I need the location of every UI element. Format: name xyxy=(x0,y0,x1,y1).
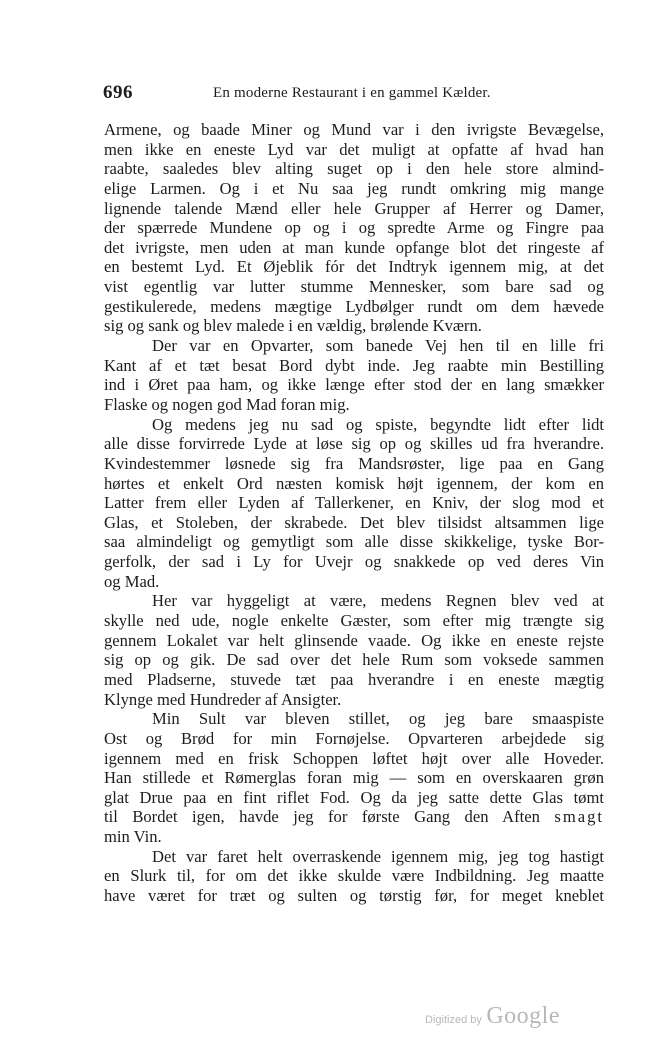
text-line: gestikulerede, medens mægtige Lydbølger rundt om dem hævede xyxy=(104,296,604,316)
text-line: raabte, saaledes blev alting suget op i den hele store almind- xyxy=(104,159,604,179)
text-line: og Mad. xyxy=(104,571,160,591)
text-line: Flaske og nogen god Mad foran mig. xyxy=(104,394,350,414)
text-line: Klynge med Hundreder af Ansigter. xyxy=(104,689,342,709)
page-number: 696 xyxy=(103,82,133,103)
paragraph-start-line: Der var en Opvarter, som banede Vej hen til en lille fri xyxy=(152,336,604,356)
text-line: Ost og Brød for min Fornøjelse. Opvarteren arbejdede sig xyxy=(104,728,604,748)
text-line: gennem Lokalet var helt glinsende vaade. Og ikke en eneste rejste xyxy=(104,630,604,650)
google-logo: Google xyxy=(486,1003,560,1029)
text-line: ind i Øret paa ham, og ikke længe efter stod der en lang smækker xyxy=(104,375,604,395)
running-title: En moderne Restaurant i en gammel Kælder. xyxy=(213,85,491,101)
text-line: sig op og gik. De sad over det hele Rum som voksede sammen xyxy=(104,650,604,670)
spaced-word: smagt xyxy=(554,807,604,827)
text-line: have været for træt og sulten og tørstig før, for meget kneblet xyxy=(104,885,604,905)
text-line: hørtes et enkelt Ord næsten komisk højt igennem, der kom en xyxy=(104,473,604,493)
text-line-segment: til Bordet igen, havde jeg for første Gang den Aften xyxy=(104,807,540,827)
paragraph-start-line: Det var faret helt overraskende igennem mig, jeg tog hastigt xyxy=(152,846,604,866)
text-line: med Pladserne, stuvede tæt paa hverandre i en eneste mægtig xyxy=(104,669,604,689)
text-line: igennem med en frisk Schoppen løftet højt over alle Hoveder. xyxy=(104,748,604,768)
watermark-prefix: Digitized by xyxy=(425,1014,482,1026)
text-line: det ivrigste, men uden at man kunde opfange blot det ringeste af xyxy=(104,237,604,257)
paragraph-start-line: Her var hyggeligt at være, medens Regnen blev ved at xyxy=(152,591,604,611)
text-line: Latter frem eller Lyden af Tallerkener, en Kniv, der slog mod et xyxy=(104,493,604,513)
body-text xyxy=(104,120,604,906)
text-line: Kant af et tæt besat Bord dybt inde. Jeg raabte min Bestilling xyxy=(104,355,604,375)
paragraph-start-line: Og medens jeg nu sad og spiste, begyndte lidt efter lidt xyxy=(152,414,604,434)
text-line: Glas, et Stoleben, der skrabede. Det blev tilsidst altsammen lige xyxy=(104,512,604,532)
text-line-with-spaced-word xyxy=(104,807,604,827)
text-line: en Slurk til, for om det ikke skulde være Indbildning. Jeg maatte xyxy=(104,866,604,886)
text-line: skylle ned ude, nogle enkelte Gæster, som efter mig trængte sig xyxy=(104,611,604,631)
paragraph-start-line: Min Sult var bleven stillet, og jeg bare smaaspiste xyxy=(152,709,604,729)
text-line: vist egentlig var lutter stumme Mennesker, som bare sad og xyxy=(104,277,604,297)
text-line: en bestemt Lyd. Et Øjeblik fór det Indtryk igennem mig, at det xyxy=(104,257,604,277)
text-line: alle disse forvirrede Lyde at løse sig op og skilles ud fra hverandre. xyxy=(104,434,604,454)
text-line: men ikke en eneste Lyd var det muligt at opfatte af hvad han xyxy=(104,139,604,159)
text-line: lignende talende Mænd eller hele Grupper af Herrer og Damer, xyxy=(104,198,604,218)
text-line: glat Drue paa en fint riflet Fod. Og da jeg satte dette Glas tømt xyxy=(104,787,604,807)
text-line: Armene, og baade Miner og Mund var i den ivrigste Bevægelse, xyxy=(104,120,604,139)
text-line: Kvindestemmer løsnede sig fra Mandsrøster, lige paa en Gang xyxy=(104,453,604,473)
text-line: elige Larmen. Og i et Nu saa jeg rundt omkring mig mange xyxy=(104,178,604,198)
text-line: der spærrede Mundene op og i og spredte Arme og Fingre paa xyxy=(104,218,604,238)
text-line: gerfolk, der sad i Ly for Uvejr og snakkede op ved deres Vin xyxy=(104,552,604,572)
text-line: min Vin. xyxy=(104,827,162,847)
text-line: sig og sank og blev malede i en vældig, brølende Kværn. xyxy=(104,316,482,336)
text-line: Han stillede et Rømerglas foran mig — som en overskaaren grøn xyxy=(104,768,604,788)
digitized-watermark xyxy=(425,1003,560,1030)
text-line: saa almindeligt og gemytligt som alle disse skikkelige, tyske Bor- xyxy=(104,532,604,552)
